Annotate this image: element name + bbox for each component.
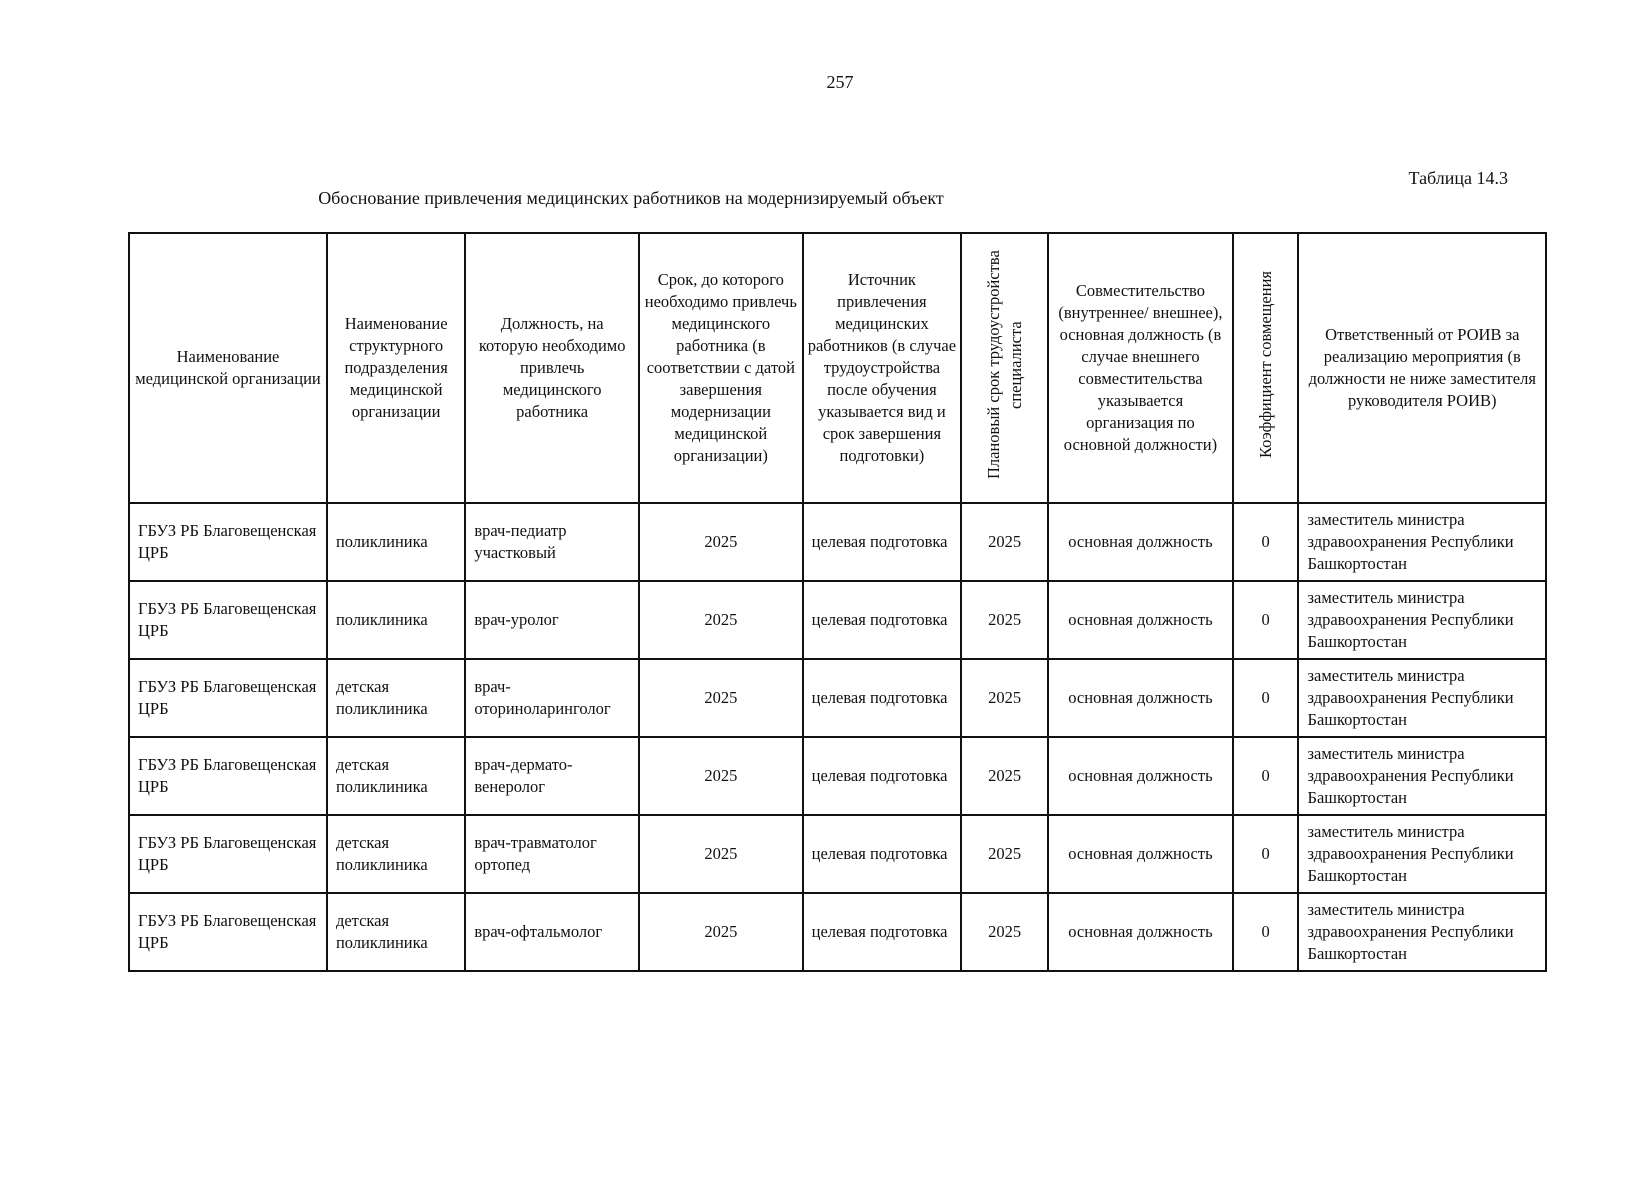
cell-deadline: 2025	[639, 737, 803, 815]
table-row	[129, 737, 1546, 815]
header-organization: Наименование медицинской организации	[129, 233, 327, 503]
table-row	[129, 581, 1546, 659]
header-source: Источник привлечения медицинских работников (в случае трудоустройства после обучения указывается вид и срок завершения подготовки)	[803, 233, 962, 503]
cell-coefficient: 0	[1233, 815, 1299, 893]
header-planned-date-label: Плановый срок трудоустройства специалиста	[983, 250, 1025, 480]
cell-position: врач-дермато-венеролог	[465, 737, 639, 815]
cell-position: врач-травматолог ортопед	[465, 815, 639, 893]
cell-department: детская поликлиника	[327, 659, 465, 737]
table-label: Таблица 14.3	[1408, 168, 1508, 188]
cell-coefficient: 0	[1233, 893, 1299, 971]
cell-source: целевая подготовка	[803, 737, 962, 815]
cell-source: целевая подготовка	[803, 503, 962, 581]
cell-combination: основная должность	[1048, 659, 1233, 737]
table-row	[129, 893, 1546, 971]
cell-organization: ГБУЗ РБ Благовещенская ЦРБ	[129, 737, 327, 815]
cell-responsible: заместитель министра здравоохранения Республики Башкортостан	[1298, 659, 1546, 737]
cell-department: поликлиника	[327, 503, 465, 581]
cell-position: врач-педиатр участковый	[465, 503, 639, 581]
cell-responsible: заместитель министра здравоохранения Республики Башкортостан	[1298, 815, 1546, 893]
cell-source: целевая подготовка	[803, 581, 962, 659]
staffing-table	[128, 232, 1547, 972]
document-title: Обоснование привлечения медицинских работников на модернизируемый объект	[318, 188, 944, 208]
cell-coefficient: 0	[1233, 581, 1299, 659]
cell-deadline: 2025	[639, 815, 803, 893]
cell-planned-date: 2025	[961, 659, 1048, 737]
cell-responsible: заместитель министра здравоохранения Республики Башкортостан	[1298, 503, 1546, 581]
cell-planned-date: 2025	[961, 737, 1048, 815]
header-coefficient-label: Коэффициент совмещения	[1255, 271, 1275, 459]
cell-deadline: 2025	[639, 581, 803, 659]
cell-combination: основная должность	[1048, 815, 1233, 893]
header-combination: Совместительство (внутреннее/ внешнее), основная должность (в случае внешнего совместительства указывается организация по основной должности)	[1048, 233, 1233, 503]
cell-combination: основная должность	[1048, 893, 1233, 971]
cell-coefficient: 0	[1233, 659, 1299, 737]
table-row	[129, 659, 1546, 737]
cell-combination: основная должность	[1048, 737, 1233, 815]
cell-organization: ГБУЗ РБ Благовещенская ЦРБ	[129, 503, 327, 581]
cell-organization: ГБУЗ РБ Благовещенская ЦРБ	[129, 815, 327, 893]
cell-department: детская поликлиника	[327, 737, 465, 815]
cell-organization: ГБУЗ РБ Благовещенская ЦРБ	[129, 581, 327, 659]
cell-organization: ГБУЗ РБ Благовещенская ЦРБ	[129, 893, 327, 971]
cell-department: поликлиника	[327, 581, 465, 659]
table-row	[129, 503, 1546, 581]
header-position: Должность, на которую необходимо привлечь медицинского работника	[465, 233, 639, 503]
cell-coefficient: 0	[1233, 737, 1299, 815]
cell-deadline: 2025	[639, 659, 803, 737]
header-row	[129, 233, 1546, 503]
page-number: 257	[826, 72, 854, 92]
cell-position: врач-оториноларинголог	[465, 659, 639, 737]
header-deadline: Срок, до которого необходимо привлечь медицинского работника (в соответствии с датой завершения модернизации медицинской организации)	[639, 233, 803, 503]
cell-responsible: заместитель министра здравоохранения Республики Башкортостан	[1298, 893, 1546, 971]
cell-source: целевая подготовка	[803, 815, 962, 893]
cell-planned-date: 2025	[961, 503, 1048, 581]
cell-combination: основная должность	[1048, 581, 1233, 659]
cell-planned-date: 2025	[961, 815, 1048, 893]
cell-organization: ГБУЗ РБ Благовещенская ЦРБ	[129, 659, 327, 737]
header-planned-date	[961, 233, 1048, 503]
header-department: Наименование структурного подразделения медицинской организации	[327, 233, 465, 503]
cell-coefficient: 0	[1233, 503, 1299, 581]
cell-position: врач-уролог	[465, 581, 639, 659]
cell-combination: основная должность	[1048, 503, 1233, 581]
header-responsible: Ответственный от РОИВ за реализацию мероприятия (в должности не ниже заместителя руководителя РОИВ)	[1298, 233, 1546, 503]
cell-planned-date: 2025	[961, 893, 1048, 971]
cell-department: детская поликлиника	[327, 815, 465, 893]
cell-deadline: 2025	[639, 503, 803, 581]
header-coefficient	[1233, 233, 1299, 503]
cell-position: врач-офтальмолог	[465, 893, 639, 971]
cell-deadline: 2025	[639, 893, 803, 971]
cell-source: целевая подготовка	[803, 659, 962, 737]
cell-source: целевая подготовка	[803, 893, 962, 971]
cell-planned-date: 2025	[961, 581, 1048, 659]
table-row	[129, 815, 1546, 893]
cell-responsible: заместитель министра здравоохранения Республики Башкортостан	[1298, 737, 1546, 815]
cell-responsible: заместитель министра здравоохранения Республики Башкортостан	[1298, 581, 1546, 659]
cell-department: детская поликлиника	[327, 893, 465, 971]
